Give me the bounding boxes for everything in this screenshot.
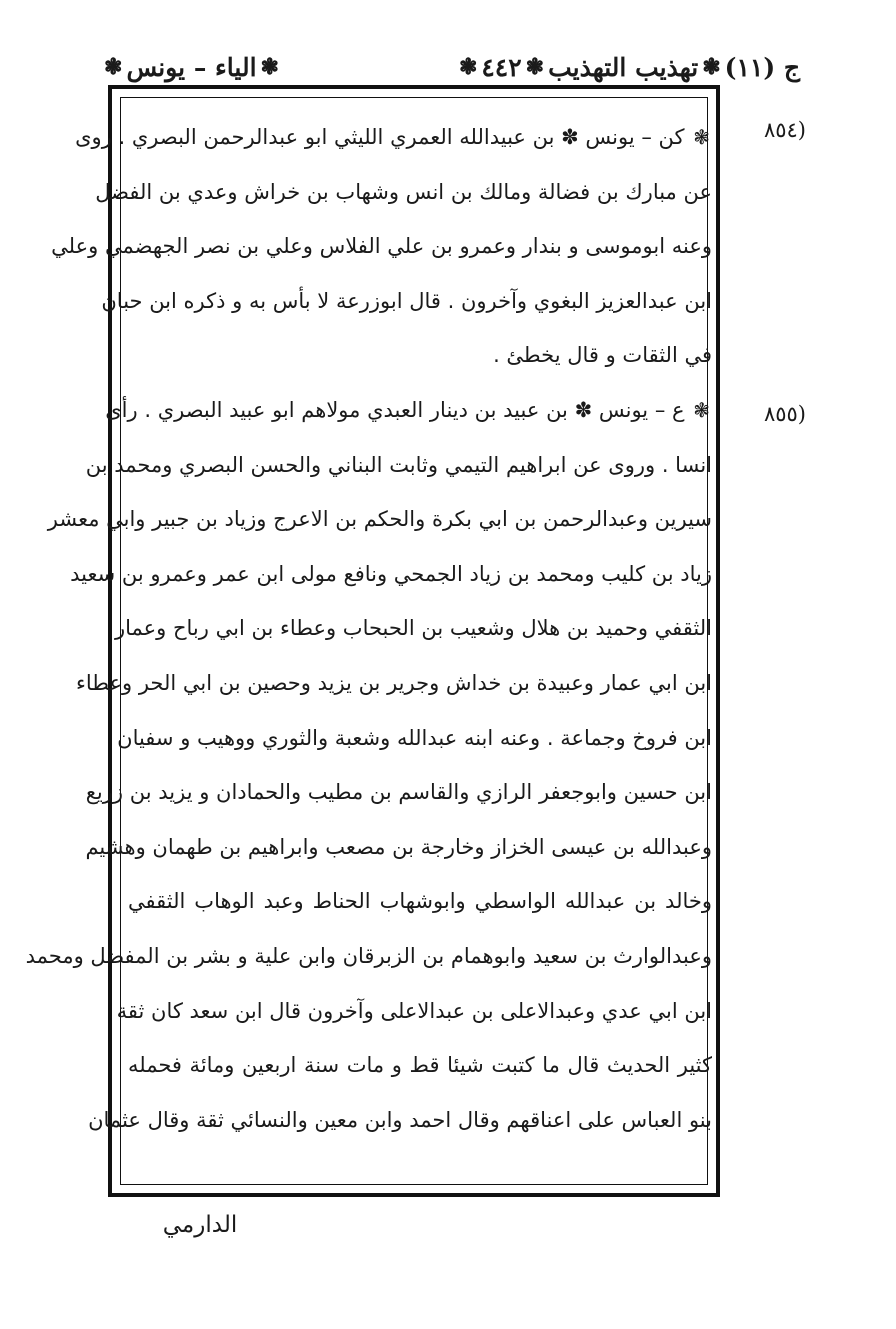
text-line: ابن فروخ وجماعة . وعنه ابنه عبدالله وشعبة والثوري ووهيب و سفيان [117,725,712,750]
text-line [75,110,712,165]
floral-ornament-icon: ❃ [693,125,710,149]
text-line-content: ع – يونس ✽ بن عبيد بن دينار العبدي مولاهم ابو عبيد البصري . رأى [105,397,685,422]
entry-number: (٨٥٤ [763,118,806,142]
text-line: وعنه ابوموسى و بندار وعمرو بن علي الفلاس وعلي بن نصر الجهضمي وعلي [51,234,712,259]
floral-ornament-icon: ❃ [693,397,710,422]
book-title: تهذيب التهذيب [548,52,699,82]
text-line: وخالد بن عبدالله الواسطي وابوشهاب الحناط وعبد الوهاب الثقفي [128,889,712,914]
volume-number: ج (١١) [724,52,800,82]
page-number: ٤٤٢ [481,52,522,82]
text-line: ابن عبدالعزيز البغوي وآخرون . قال ابوزرعة لا بأس به و ذكره ابن حبان [101,288,712,313]
text-line: في الثقات و قال يخطئ . [493,343,712,368]
text-line: سيرين وعبدالرحمن بن ابي بكرة والحكم بن الاعرج وزياد بن جبير وابي معشر [47,507,712,532]
text-line: ابن ابي عمار وعبيدة بن خداش وجرير بن يزيد وحصين بن ابي الحر وعطاء [76,670,712,695]
floral-ornament-icon: ❃ [525,54,545,80]
text-line: الثقفي وحميد بن هلال وشعيب بن الحبحاب وعطاء بن ابي رباح وعمار [114,616,712,641]
text-line [105,383,712,438]
body-text [25,110,712,1147]
entry-number: (٨٥٥ [763,402,806,426]
section-title: الياء – يونس [126,52,257,82]
header-left-group [455,53,800,82]
text-line: انسا . وروى عن ابراهيم التيمي وثابت البناني والحسن البصري ومحمد بن [85,452,712,477]
text-line: وعبدالله بن عيسى الخزاز وخارجة بن مصعب وابراهيم بن طهمان وهشيم [85,834,712,859]
text-line: ابن ابي عدي وعبدالاعلى بن عبدالاعلى وآخرون قال ابن سعد كان ثقة [116,998,712,1023]
text-line: ابن حسين وابوجعفر الرازي والقاسم بن مطيب والحمادان و يزيد بن زريع [85,780,712,805]
text-line: زياد بن كليب ومحمد بن زياد الجمحي ونافع مولى ابن عمر وعمرو بن سعيد [70,561,712,586]
floral-ornament-icon: ❃ [260,54,279,80]
text-line: وعبدالوارث بن سعيد وابوهمام بن الزبرقان وابن علية و بشر بن المفضل ومحمد [25,943,712,968]
catchword: الدارمي [162,1212,238,1238]
text-line: بنو العباس على اعناقهم وقال احمد وابن معين والنسائي ثقة وقال عثمان [88,1107,712,1132]
floral-ornament-icon: ❃ [702,54,721,80]
floral-ornament-icon: ❃ [104,54,123,80]
text-line: كثير الحديث قال ما كتبت شيئا قط و مات سنة اربعين ومائة فحمله [128,1053,712,1078]
text-line: عن مبارك بن فضالة ومالك بن انس وشهاب بن خراش وعدي بن الفضل [95,179,712,204]
floral-ornament-icon: ❃ [458,54,478,80]
header-right-group [100,53,283,82]
text-line-content: كن – يونس ✽ بن عبيدالله العمري الليثي ابو عبدالرحمن البصري . روى [75,125,685,149]
